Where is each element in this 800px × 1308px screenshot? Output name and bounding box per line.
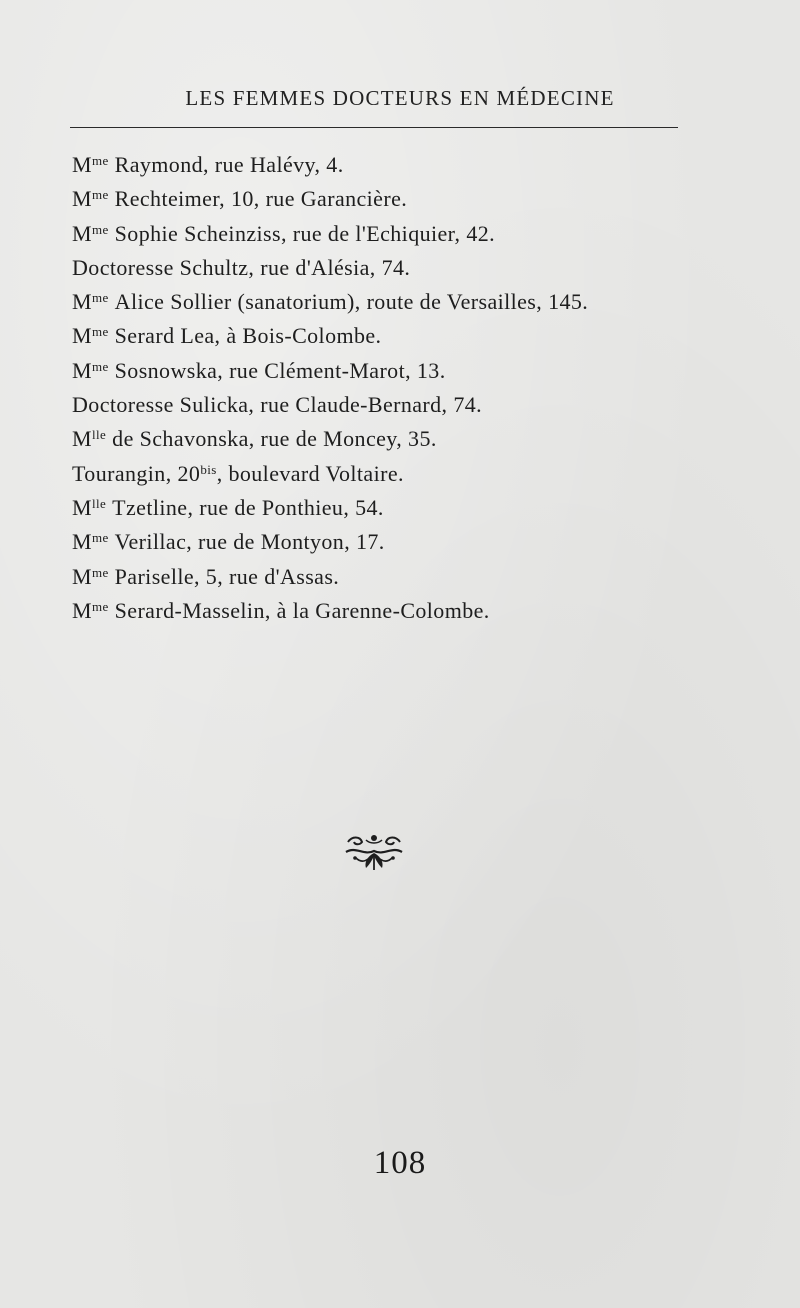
honorific: $M^{me}$	[72, 220, 109, 246]
list-item	[72, 525, 772, 559]
honorific: $M^{me}$	[72, 529, 109, 555]
honorific: $M^{me}$	[72, 323, 109, 349]
entry-text: Alice Sollier (sanatorium), route de Versailles, 145.	[114, 289, 589, 315]
list-item	[72, 491, 772, 525]
entry-text: Tzetline, rue de Ponthieu, 54.	[112, 494, 384, 520]
list-item	[72, 319, 772, 353]
list-item	[72, 251, 772, 285]
entry-text: Doctoresse Sulicka, rue Claude-Bernard, 74.	[72, 392, 483, 418]
honorific: $M^{me}$	[72, 289, 109, 315]
list-item	[72, 182, 772, 216]
list-item	[72, 354, 772, 388]
entry-text: Serard Lea, à Bois-Colombe.	[114, 323, 382, 349]
entry-text: Verillac, rue de Montyon, 17.	[114, 529, 385, 555]
list-item	[72, 457, 772, 491]
entry-text: Tourangin, $20^{bis}$, boulevard Voltaire.	[72, 460, 404, 486]
entry-text: Sosnowska, rue Clément-Marot, 13.	[114, 357, 446, 383]
honorific: $M^{lle}$	[72, 426, 107, 452]
entry-text: Rechteimer, 10, rue Garancière.	[114, 186, 408, 212]
list-item	[72, 594, 772, 628]
floral-vignette-icon	[344, 832, 404, 872]
honorific: $M^{me}$	[72, 152, 109, 177]
list-item	[72, 560, 772, 594]
honorific: $M^{me}$	[72, 563, 109, 589]
list-item	[72, 388, 772, 422]
entry-text: Sophie Scheinziss, rue de l'Echiquier, 42.	[114, 220, 496, 246]
entry-text: Pariselle, 5, rue d'Assas.	[114, 563, 340, 589]
address-list	[72, 148, 772, 628]
entry-text: Serard-Masselin, à la Garenne-Colombe.	[114, 597, 490, 623]
page-number: 108	[373, 1145, 427, 1181]
entry-text: de Schavonska, rue de Moncey, 35.	[112, 426, 437, 452]
honorific: $M^{me}$	[72, 186, 109, 212]
list-item	[72, 285, 772, 319]
list-item	[72, 148, 772, 182]
header-rule	[70, 127, 678, 128]
honorific: $M^{me}$	[72, 357, 109, 383]
list-item	[72, 217, 772, 251]
honorific: $M^{me}$	[72, 597, 109, 623]
running-header: LES FEMMES DOCTEURS EN MÉDECINE	[185, 86, 615, 110]
honorific: $M^{lle}$	[72, 494, 107, 520]
entry-text: Raymond, rue Halévy, 4.	[114, 152, 344, 177]
entry-text: Doctoresse Schultz, rue d'Alésia, 74.	[72, 254, 411, 280]
list-item	[72, 422, 772, 456]
